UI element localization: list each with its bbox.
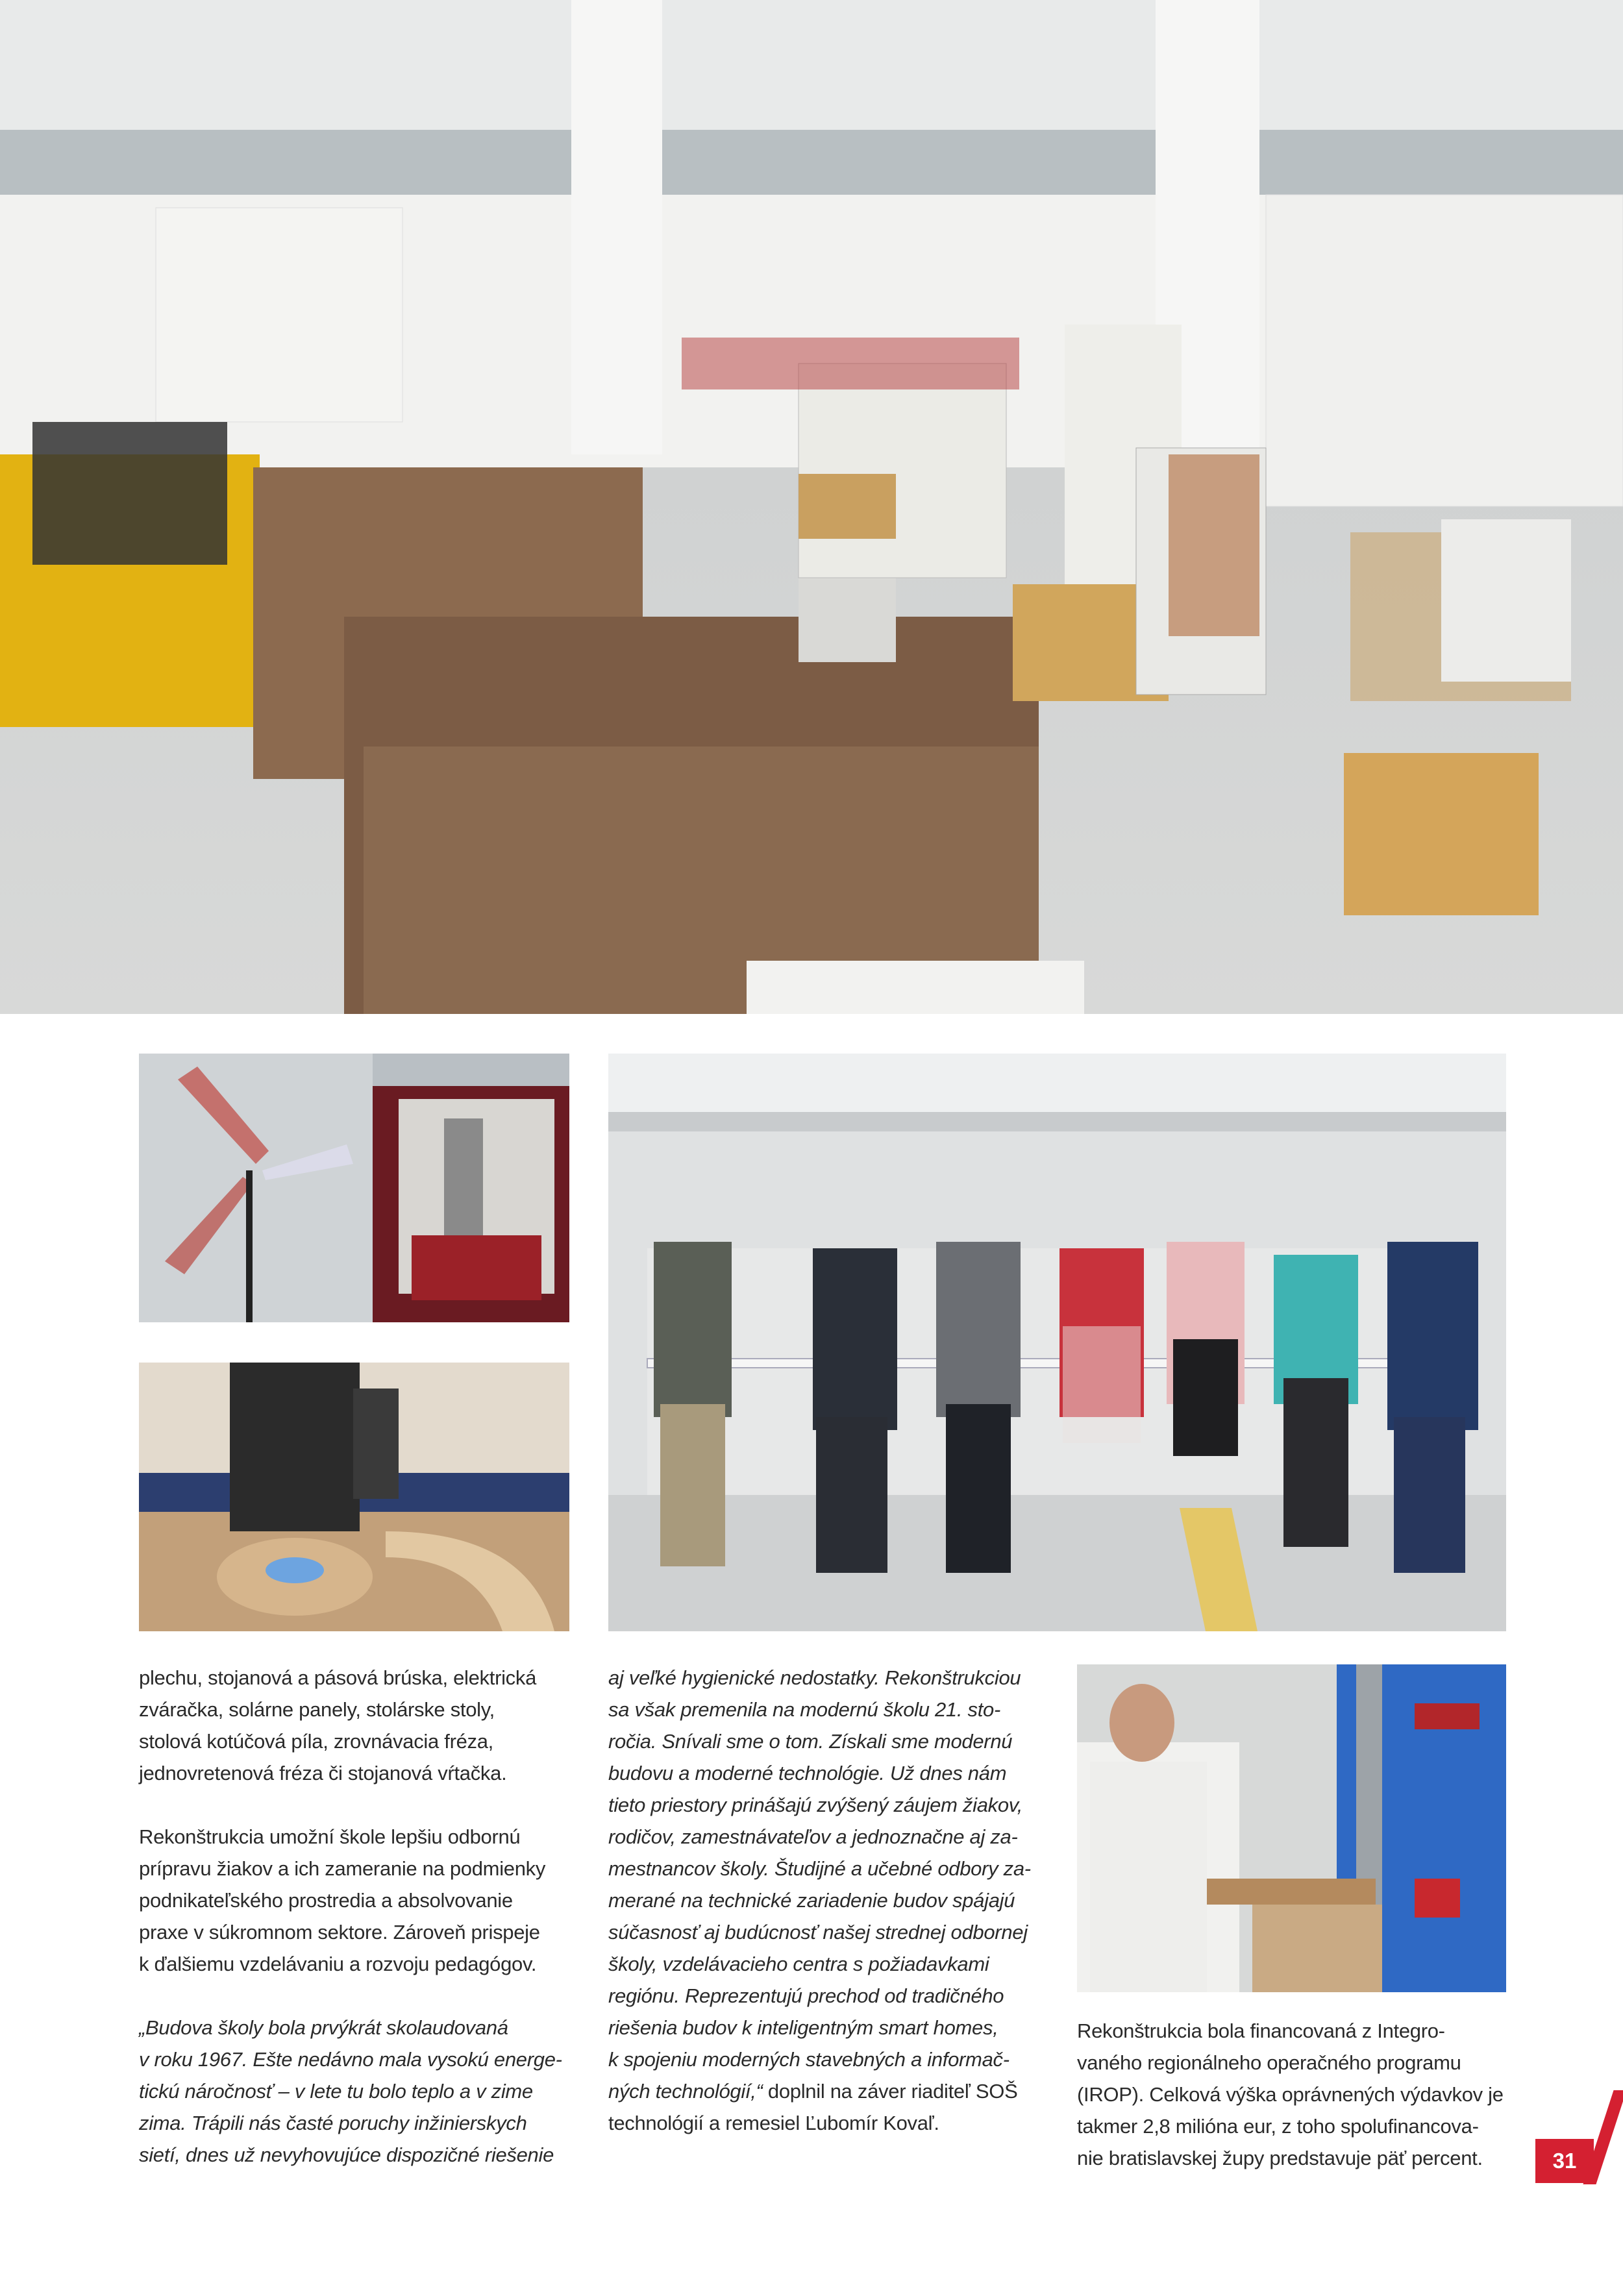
page-number: 31: [1535, 2139, 1594, 2183]
col1-quote-line: sietí, dnes už nevyhovujúce dispozičné riešenie: [139, 2143, 554, 2166]
col1-line: k ďalšiemu vzdelávaniu a rozvoju pedagógov.: [139, 1953, 537, 1975]
col2-line: školy, vzdelávacieho centra s požiadavkami: [608, 1953, 989, 1975]
col2-line: ročia. Snívali sme o tom. Získali sme modernú: [608, 1730, 1013, 1753]
laser-engraver-photo: [139, 1363, 569, 1631]
text-column-2: [608, 1662, 1031, 2139]
col2-line: mestnancov školy. Študijné a učebné odbory za-: [608, 1857, 1031, 1880]
col1-line: podnikateľského prostredia a absolvovanie: [139, 1889, 513, 1912]
col3-line: takmer 2,8 milióna eur, z toho spolufinancova-: [1077, 2115, 1479, 2138]
wind-turbine-cnc-photo: [139, 1054, 569, 1322]
col2-line: sa však premenila na modernú školu 21. sto-: [608, 1698, 1000, 1721]
col2-line: riešenia budov k inteligentným smart homes,: [608, 2016, 998, 2039]
col2-line: k spojeniu moderných stavebných a informač-: [608, 2048, 1010, 2071]
col1-quote-line: „Budova školy bola prvýkrát skolaudovaná: [139, 2016, 508, 2039]
col2-line: budovu a moderné technológie. Už dnes nám: [608, 1762, 1007, 1784]
col3-line: vaného regionálneho operačného programu: [1077, 2051, 1461, 2074]
ribbon-cutting-photo: [608, 1054, 1506, 1631]
text-column-1: [139, 1662, 562, 2171]
col2-last-line: technológií a remesiel Ľubomír Kovaľ.: [608, 2112, 939, 2134]
col2-quote-end: ných technológií,“: [608, 2080, 763, 2103]
col1-line: plechu, stojanová a pásová brúska, elektrická: [139, 1666, 537, 1689]
accent-slash: [1583, 2090, 1623, 2184]
col3-line: Rekonštrukcia bola financovaná z Integro-: [1077, 2019, 1445, 2042]
col3-line: nie bratislavskej župy predstavuje päť percent.: [1077, 2147, 1483, 2169]
paragraph-gap: [139, 1980, 562, 2012]
col2-line: tieto priestory prinášajú zvýšený záujem žiakov,: [608, 1794, 1023, 1816]
student-workshop-photo: [1077, 1664, 1506, 1992]
col1-line: prípravu žiakov a ich zameranie na podmienky: [139, 1857, 546, 1880]
col2-line: rodičov, zamestnávateľov a jednoznačne aj za-: [608, 1825, 1018, 1848]
col2-line: aj veľké hygienické nedostatky. Rekonštrukciou: [608, 1666, 1021, 1689]
col2-line: merané na technické zariadenie budov spájajú: [608, 1889, 1015, 1912]
text-column-3: [1077, 2015, 1504, 2174]
workshop-hall-photo: [0, 0, 1623, 1014]
col3-line: (IROP). Celková výška oprávnených výdavkov je: [1077, 2083, 1504, 2106]
col1-line: zváračka, solárne panely, stolárske stoly,: [139, 1698, 495, 1721]
col1-line: stolová kotúčová píla, zrovnávacia fréza,: [139, 1730, 493, 1753]
paragraph-gap: [139, 1789, 562, 1821]
col1-quote-line: v roku 1967. Ešte nedávno mala vysokú energe-: [139, 2048, 562, 2071]
col2-attribution: doplnil na záver riaditeľ SOŠ: [762, 2080, 1018, 2103]
col1-quote-line: tickú náročnosť – v lete tu bolo teplo a v zime: [139, 2080, 533, 2103]
col2-line: regiónu. Reprezentujú prechod od tradičného: [608, 1984, 1004, 2007]
col1-line: jednovretenová fréza či stojanová vŕtačka.: [139, 1762, 507, 1784]
col1-line: praxe v súkromnom sektore. Zároveň prispeje: [139, 1921, 540, 1944]
col1-quote-line: zima. Trápili nás časté poruchy inžinierskych: [139, 2112, 527, 2134]
col1-line: Rekonštrukcia umožní škole lepšiu odbornú: [139, 1825, 521, 1848]
col2-mixed-line: [608, 2075, 1031, 2107]
col2-line: súčasnosť aj budúcnosť našej strednej odbornej: [608, 1921, 1028, 1944]
